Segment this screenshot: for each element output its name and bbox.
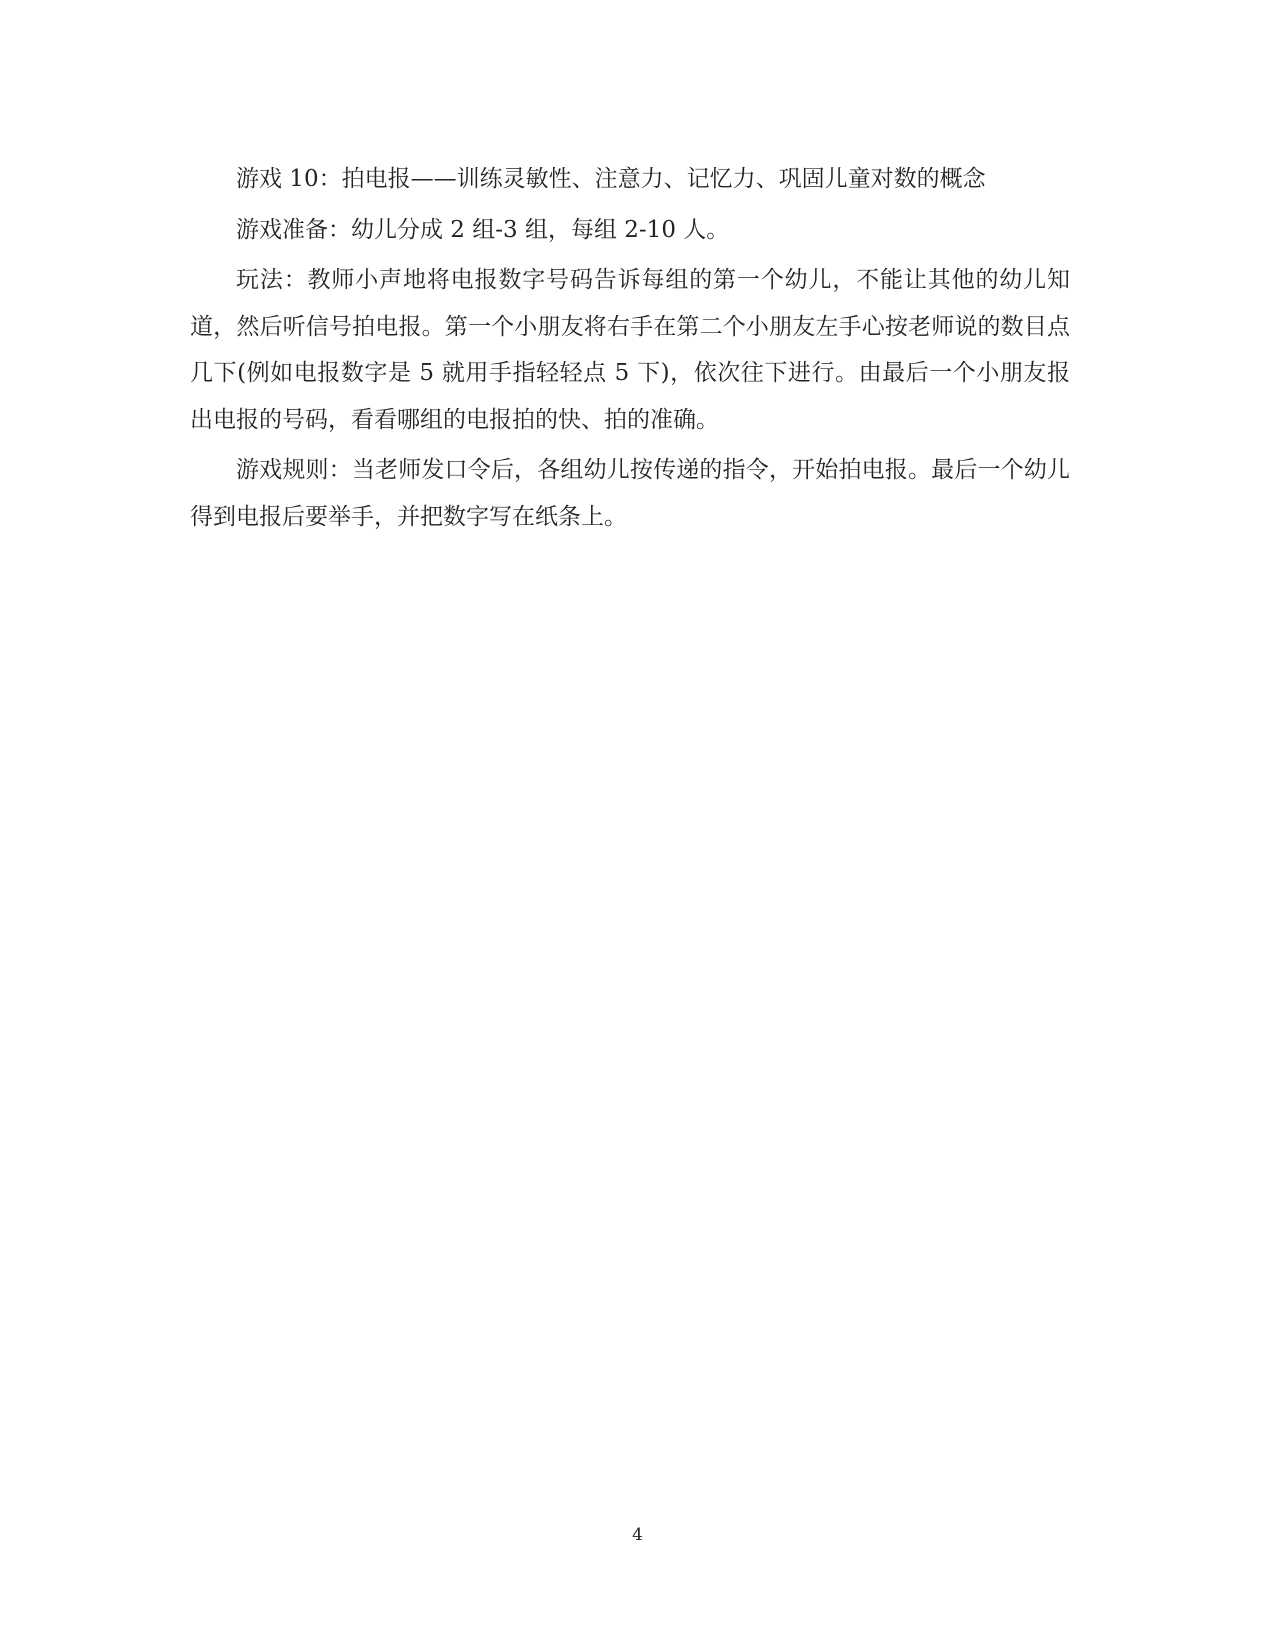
game-rules-paragraph: 游戏规则：当老师发口令后，各组幼儿按传递的指令，开始拍电报。最后一个幼儿得到电报后要举手，并把数字写在纸条上。 — [190, 457, 1070, 530]
game-preparation-paragraph: 游戏准备：幼儿分成 2 组-3 组，每组 2-10 人。 — [236, 216, 730, 243]
game-title-paragraph: 游戏 10：拍电报——训练灵敏性、注意力、记忆力、巩固儿童对数的概念 — [236, 166, 986, 192]
document-body — [190, 156, 1070, 544]
game-play-paragraph: 玩法：教师小声地将电报数字号码告诉每组的第一个幼儿，不能让其他的幼儿知道，然后听信号拍电报。第一个小朋友将右手在第二个小朋友左手心按老师说的数目点几下(例如电报数字是 5 就用手指轻轻点 5 下)，依次往下进行。由最后一个小朋友报出电报的号码，看看哪组的电报拍的快、拍的准确。 — [190, 267, 1070, 433]
page-number: 4 — [632, 1525, 643, 1545]
